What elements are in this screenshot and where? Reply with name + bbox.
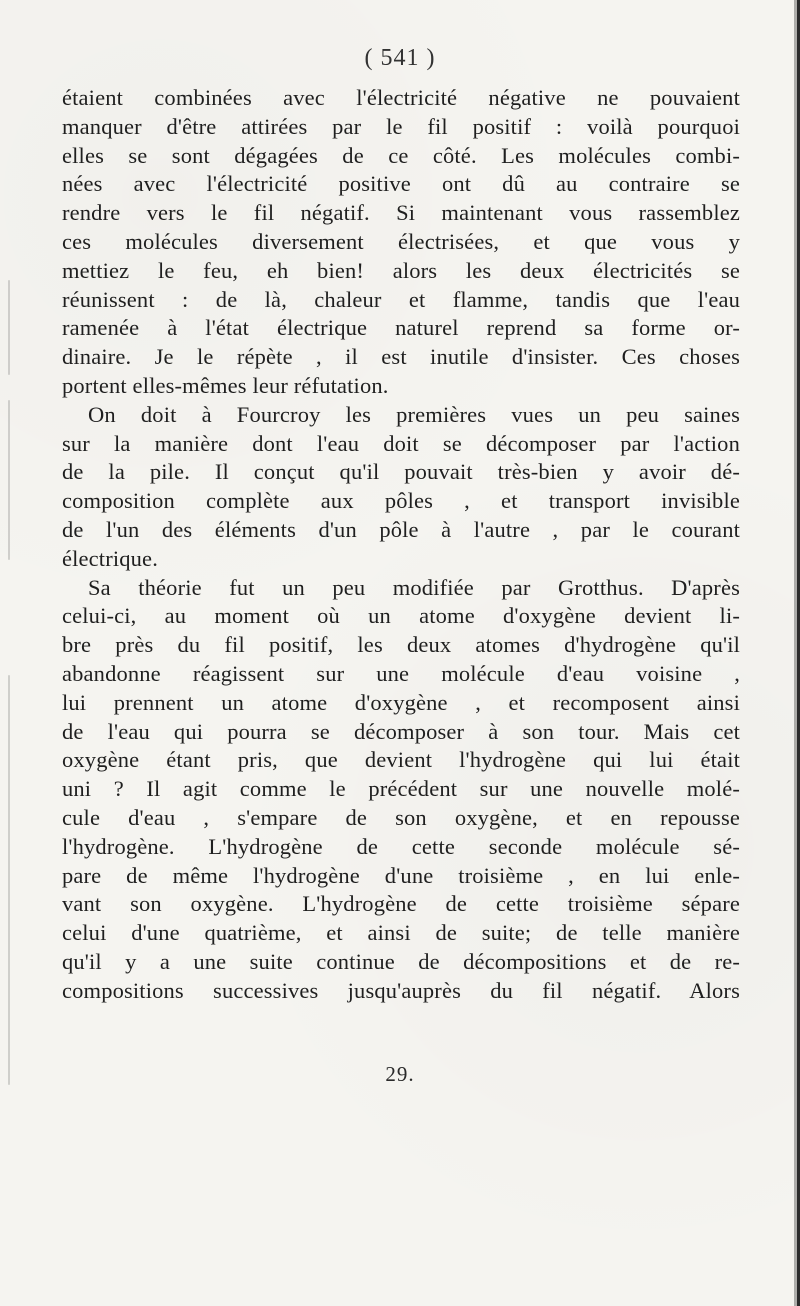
page-number-header: ( 541 ) <box>364 45 436 71</box>
margin-mark <box>8 280 10 375</box>
text-line: de l'eau qui pourra se décomposer à son tour. Mais cet <box>62 718 740 744</box>
text-line: dinaire. Je le répète , il est inutile d'insister. Ces choses <box>62 344 740 370</box>
text-line: sur la manière dont l'eau doit se décomposer par l'action <box>62 430 740 456</box>
text-line: électrique. <box>62 545 158 571</box>
printer-signature: 29. <box>385 1062 415 1086</box>
text-line: l'hydrogène. L'hydrogène de cette seconde molécule sé- <box>62 833 740 859</box>
text-line: celui-ci, au moment où un atome d'oxygène devient li- <box>62 603 740 629</box>
text-line: qu'il y a une suite continue de décompositions et de re- <box>62 948 740 974</box>
paragraph-start-line: On doit à Fourcroy les premières vues un peu saines <box>88 401 740 427</box>
text-line: vant son oxygène. L'hydrogène de cette troisième sépare <box>62 891 740 917</box>
text-line: portent elles-mêmes leur réfutation. <box>62 372 389 398</box>
text-line: elles se sont dégagées de ce côté. Les molécules combi- <box>62 142 740 168</box>
text-line: de l'un des éléments d'un pôle à l'autre , par le courant <box>62 516 740 542</box>
text-line: bre près du fil positif, les deux atomes d'hydrogène qu'il <box>62 632 740 658</box>
text-line: rendre vers le fil négatif. Si maintenant vous rassemblez <box>62 200 740 226</box>
text-line: nées avec l'électricité positive ont dû au contraire se <box>62 171 740 197</box>
text-line: mettiez le feu, eh bien! alors les deux électricités se <box>62 257 740 283</box>
body-text <box>62 84 740 1006</box>
text-line: réunissent : de là, chaleur et flamme, tandis que l'eau <box>62 286 740 312</box>
text-line: composition complète aux pôles , et transport invisible <box>62 488 740 514</box>
text-line: de la pile. Il conçut qu'il pouvait très-bien y avoir dé- <box>62 459 740 485</box>
text-line: manquer d'être attirées par le fil positif : voilà pourquoi <box>62 113 740 139</box>
text-line: cule d'eau , s'empare de son oxygène, et en repousse <box>62 804 740 830</box>
text-line: ces molécules diversement électrisées, et que vous y <box>62 228 740 254</box>
text-line: uni ? Il agit comme le précédent sur une nouvelle molé- <box>62 776 740 802</box>
page-edge <box>794 0 800 1306</box>
margin-mark <box>8 675 10 1085</box>
text-line: étaient combinées avec l'électricité négative ne pouvaient <box>62 85 740 110</box>
text-line: oxygène étant pris, que devient l'hydrogène qui lui était <box>62 747 740 773</box>
text-line: celui d'une quatrième, et ainsi de suite; de telle manière <box>62 920 740 946</box>
text-line: pare de même l'hydrogène d'une troisième , en lui enle- <box>62 862 740 888</box>
margin-mark <box>8 400 10 560</box>
text-line: abandonne réagissent sur une molécule d'eau voisine , <box>62 660 740 686</box>
text-line: lui prennent un atome d'oxygène , et recomposent ainsi <box>62 689 740 715</box>
paragraph-start-line: Sa théorie fut un peu modifiée par Grotthus. D'après <box>88 574 740 600</box>
text-line: ramenée à l'état électrique naturel reprend sa forme or- <box>62 315 740 341</box>
text-line: compositions successives jusqu'auprès du fil négatif. Alors <box>62 977 740 1003</box>
